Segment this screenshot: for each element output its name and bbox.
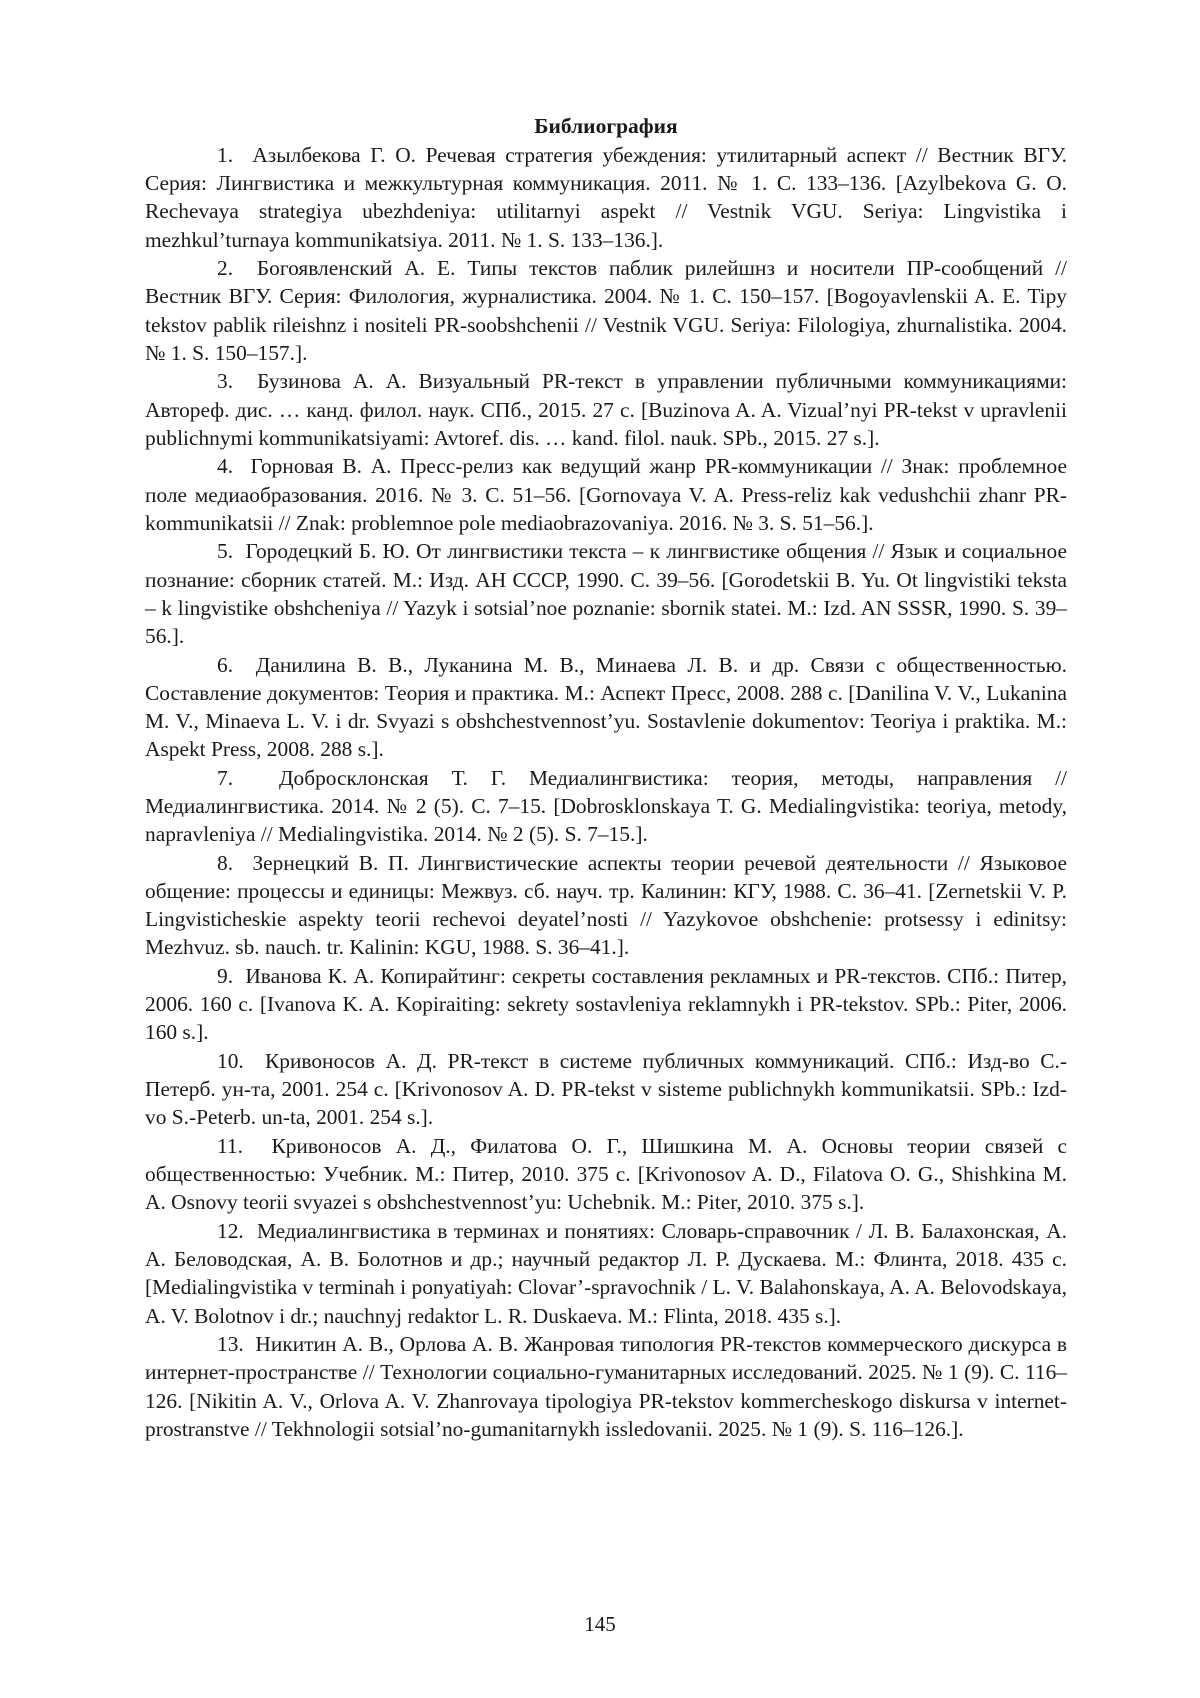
- reference-text: Бузинова А. А. Визуальный PR-текст в управлении публичными коммуникациями: Автореф. дис. … канд. филол. наук. СПб., 2015. 27 с. [Buzinova A. A. Vizual’nyi PR-tekst v upravlenii publichnymi kommunikatsiyami: Avtoref. dis. … kand. filol. nauk. SPb., 2015. 27 s.].: [145, 369, 1067, 449]
- reference-text: Никитин А. В., Орлова А. В. Жанровая типология PR-текстов коммерческого дискурса в интернет-пространстве // Технологии социально-гуманитарных исследований. 2025. № 1 (9). С. 116–126. [Nikitin A. V., Orlova A. V. Zhanrovaya tipologiya PR-tekstov kommercheskogo diskursa v internet-prostranstve // Tekhnologii sotsial’no-gumanitarnykh issledovanii. 2025. № 1 (9). S. 116–126.].: [145, 1332, 1067, 1441]
- reference-text: Кривоносов А. Д., Филатова О. Г., Шишкина М. А. Основы теории связей с общественностью: Учебник. М.: Питер, 2010. 375 с. [Krivonosov A. D., Filatova O. G., Shishkina M. A. Osnovy teorii svyazei s obshchestvennost’yu: Uchebnik. M.: Piter, 2010. 375 s.].: [145, 1134, 1067, 1214]
- reference-item: [145, 764, 1067, 849]
- reference-text: Данилина В. В., Луканина М. В., Минаева Л. В. и др. Связи с общественностью. Составление документов: Теория и практика. М.: Аспект Пресс, 2008. 288 с. [Danilina V. V., Lukanina M. V., Minaeva L. V. i dr. Svyazi s obshchestvennost’yu. Sostavlenie dokumentov: Teoriya i praktika. M.: Aspekt Press, 2008. 288 s.].: [145, 653, 1067, 762]
- reference-number: 6.: [217, 653, 233, 677]
- reference-item: [145, 1217, 1067, 1330]
- reference-number: 1.: [217, 143, 233, 167]
- reference-text: Горновая В. А. Пресс-релиз как ведущий жанр PR-коммуникации // Знак: проблемное поле медиаобразования. 2016. № 3. С. 51–56. [Gornovaya V. A. Press-reliz kak vedushchii zhanr PR-kommunikatsii // Znak: problemnoe pole mediaobrazovaniya. 2016. № 3. S. 51–56.].: [145, 454, 1067, 534]
- reference-item: [145, 1330, 1067, 1443]
- reference-number: 5.: [217, 539, 233, 563]
- reference-number: 7.: [217, 766, 233, 790]
- reference-number: 8.: [217, 851, 233, 875]
- reference-number: 3.: [217, 369, 233, 393]
- reference-number: 12.: [217, 1219, 244, 1243]
- reference-item: [145, 849, 1067, 962]
- reference-number: 11.: [217, 1134, 243, 1158]
- reference-item: [145, 651, 1067, 764]
- reference-text: Богоявленский А. Е. Типы текстов паблик рилейшнз и носители ПР-сообщений // Вестник ВГУ. Серия: Филология, журналистика. 2004. № 1. С. 150–157. [Bogoyavlenskii A. E. Tipy tekstov pablik rileishnz i nositeli PR-soobshchenii // Vestnik VGU. Seriya: Filologiya, zhurnalistika. 2004. № 1. S. 150–157.].: [145, 256, 1067, 365]
- reference-item: [145, 1132, 1067, 1217]
- reference-item: [145, 367, 1067, 452]
- bibliography-title: Библиография: [145, 112, 1067, 140]
- reference-number: 10.: [217, 1049, 244, 1073]
- reference-text: Иванова К. А. Копирайтинг: секреты составления рекламных и PR-текстов. СПб.: Питер, 2006. 160 с. [Ivanova K. A. Kopiraiting: sekrety sostavleniya reklamnykh i PR-tekstov. SPb.: Piter, 2006. 160 s.].: [145, 964, 1067, 1044]
- reference-number: 9.: [217, 964, 233, 988]
- reference-text: Медиалингвистика в терминах и понятиях: Словарь-справочник / Л. В. Балахонская, А. А. Беловодская, А. В. Болотнов и др.; научный редактор Л. Р. Дускаева. М.: Флинта, 2018. 435 с. [Medialingvistika v terminah i ponyatiyah: Clovar’-spravochnik / L. V. Balahonskaya, A. A. Belovodskaya, A. V. Bolotnov i dr.; nauchnyj redaktor L. R. Duskaeva. M.: Flinta, 2018. 435 s.].: [145, 1219, 1067, 1328]
- reference-number: 4.: [217, 454, 233, 478]
- reference-item: [145, 254, 1067, 367]
- reference-text: Зернецкий В. П. Лингвистические аспекты теории речевой деятельности // Языковое общение: процессы и единицы: Межвуз. сб. науч. тр. Калинин: КГУ, 1988. С. 36–41. [Zernetskii V. P. Lingvisticheskie aspekty teorii rechevoi deyatel’nosti // Yazykovoe obshchenie: protsessy i edinitsy: Mezhvuz. sb. nauch. tr. Kalinin: KGU, 1988. S. 36–41.].: [145, 851, 1067, 960]
- reference-text: Добросклонская Т. Г. Медиалингвистика: теория, методы, направления // Медиалингвистика. 2014. № 2 (5). С. 7–15. [Dobrosklonskaya T. G. Medialingvistika: teoriya, metody, napravleniya // Medialingvistika. 2014. № 2 (5). S. 7–15.].: [145, 766, 1067, 846]
- reference-item: [145, 1047, 1067, 1132]
- reference-item: [145, 537, 1067, 650]
- reference-list: [145, 141, 1067, 1443]
- reference-item: [145, 141, 1067, 254]
- page-body: [145, 112, 1067, 1443]
- reference-item: [145, 452, 1067, 537]
- reference-number: 2.: [217, 256, 233, 280]
- reference-text: Азылбекова Г. О. Речевая стратегия убеждения: утилитарный аспект // Вестник ВГУ. Серия: Лингвистика и межкультурная коммуникация. 2011. № 1. С. 133–136. [Azylbekova G. O. Rechevaya strategiya ubezhdeniya: utilitarnyi aspekt // Vestnik VGU. Seriya: Lingvistika i mezhkul’turnaya kommunikatsiya. 2011. № 1. S. 133–136.].: [145, 143, 1067, 252]
- reference-item: [145, 962, 1067, 1047]
- reference-text: Кривоносов А. Д. PR-текст в системе публичных коммуникаций. СПб.: Изд-во С.-Петерб. ун-та, 2001. 254 с. [Krivonosov A. D. PR-tekst v sisteme publichnykh kommunikatsii. SPb.: Izd-vo S.-Peterb. un-ta, 2001. 254 s.].: [145, 1049, 1067, 1129]
- reference-text: Городецкий Б. Ю. От лингвистики текста – к лингвистике общения // Язык и социальное познание: сборник статей. М.: Изд. АН СССР, 1990. С. 39–56. [Gorodetskii B. Yu. Ot lingvistiki teksta – k lingvistike obshcheniya // Yazyk i sotsial’noe poznanie: sbornik statei. M.: Izd. AN SSSR, 1990. S. 39–56.].: [145, 539, 1067, 648]
- page-number: 145: [0, 1611, 1200, 1637]
- reference-number: 13.: [217, 1332, 244, 1356]
